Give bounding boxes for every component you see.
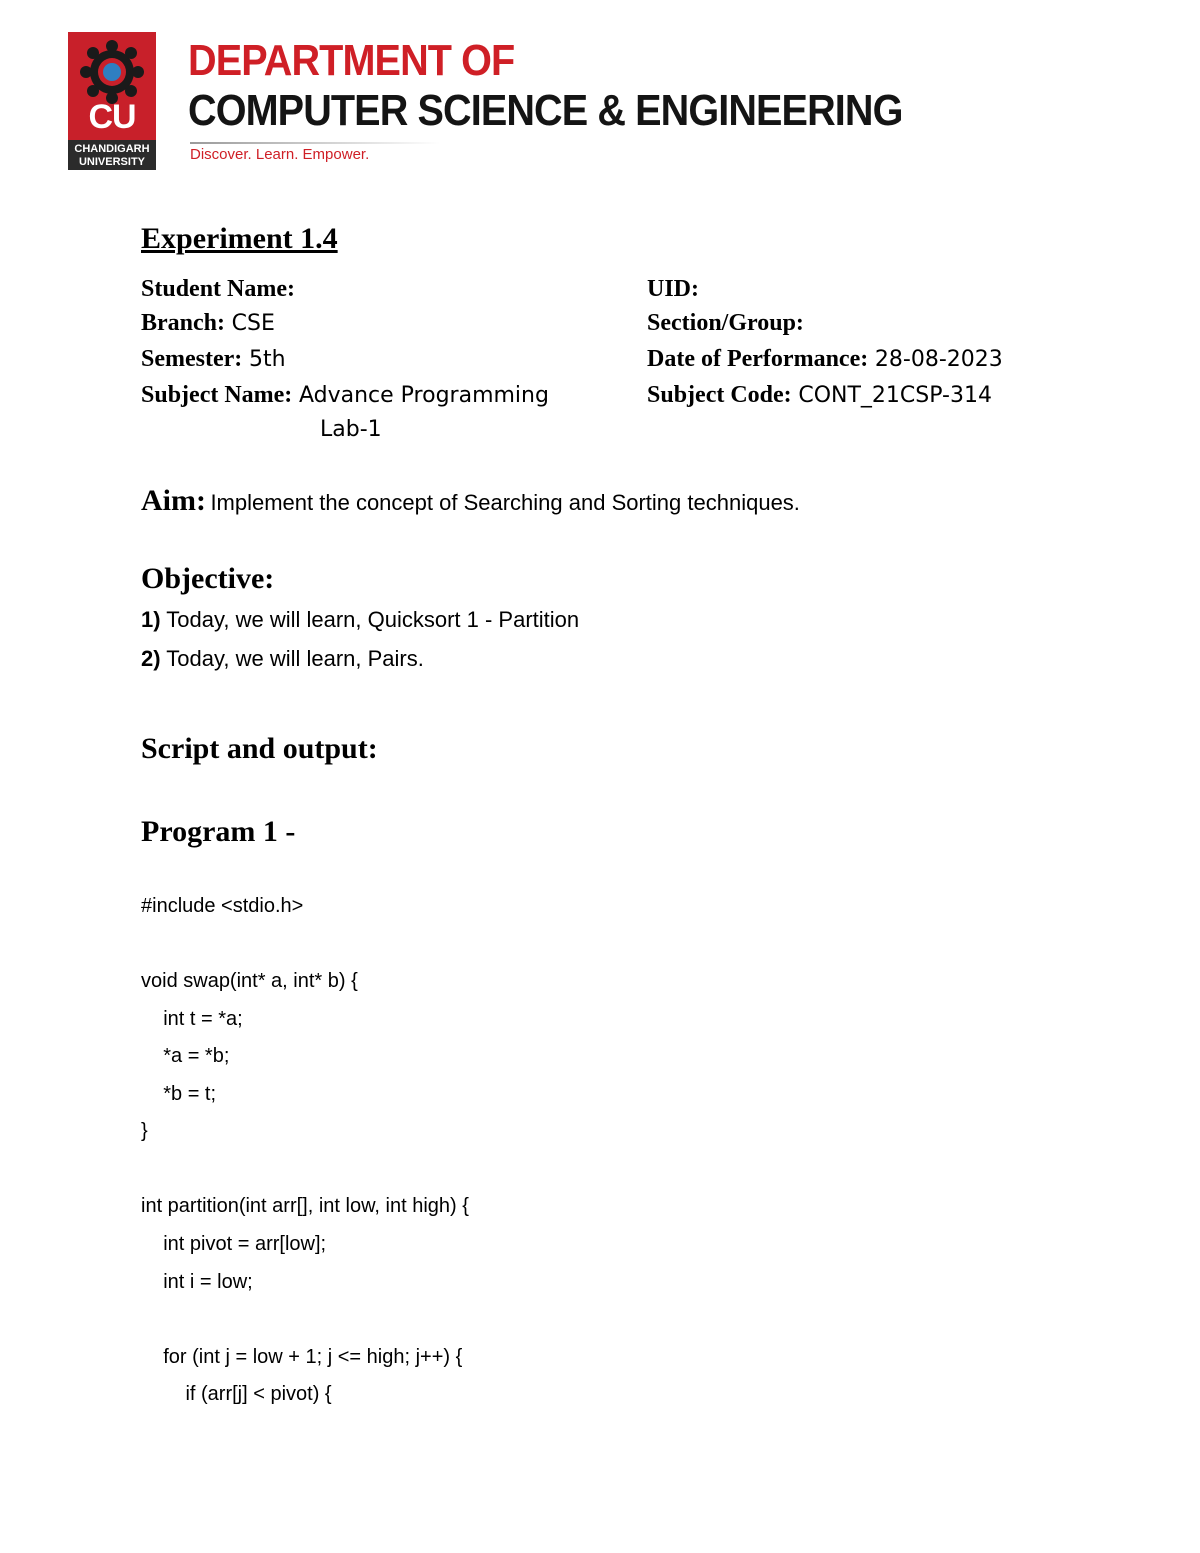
section-row [647,308,804,339]
code-line: *b = t; [141,1083,217,1105]
student-name-label: Student Name: [141,276,295,302]
subject-name-value: Advance Programming [298,383,549,408]
objective-item-text: Today, we will learn, Pairs. [166,646,424,671]
branch-row [141,308,275,339]
branch-value: CSE [231,311,275,336]
uid-row [647,274,699,305]
date-label: Date of Performance: [647,346,869,372]
semester-label: Semester: [141,346,243,372]
code-line: int i = low; [141,1271,253,1293]
tagline-divider [190,142,440,144]
tagline: Discover. Learn. Empower. [190,146,370,163]
code-line: #include <stdio.h> [141,895,304,917]
uid-label: UID: [647,276,699,302]
objective-item [141,607,579,633]
logo-cu-text: CU [88,98,136,136]
objective-item [141,646,424,672]
program-heading: Program 1 - [141,815,296,848]
subject-name-row [141,380,549,411]
objective-item-number: 2) [141,646,161,671]
branch-label: Branch: [141,310,225,336]
objective-heading: Objective: [141,562,275,595]
code-line: for (int j = low + 1; j <= high; j++) { [141,1346,463,1368]
subject-name-value-line2: Lab-1 [320,417,382,442]
semester-row [141,344,286,375]
code-line: if (arr[j] < pivot) { [141,1383,332,1405]
objective-item-text: Today, we will learn, Quicksort 1 - Partition [166,607,580,632]
date-value: 28-08-2023 [874,347,1003,372]
department-title-line2: COMPUTER SCIENCE & ENGINEERING [188,86,903,135]
subject-code-row [647,380,992,411]
logo-university-label [68,140,156,170]
department-title-line1: DEPARTMENT OF [188,36,515,85]
code-line: *a = *b; [141,1045,230,1067]
code-line: int partition(int arr[], int low, int high) { [141,1195,469,1217]
emblem-icon [78,38,146,106]
university-logo [68,32,156,170]
objective-item-number: 1) [141,607,161,632]
code-line: } [141,1120,148,1142]
code-line: int t = *a; [141,1008,243,1030]
experiment-title: Experiment 1.4 [141,222,338,255]
subject-name-label: Subject Name: [141,382,293,408]
student-name-row [141,274,295,305]
section-label: Section/Group: [647,310,804,336]
code-line: void swap(int* a, int* b) { [141,970,358,992]
aim-section [141,484,800,518]
logo-subtext-line2: UNIVERSITY [78,156,145,168]
subject-code-label: Subject Code: [647,382,792,408]
subject-code-value: CONT_21CSP-314 [798,383,992,408]
script-output-heading: Script and output: [141,732,378,765]
subject-name-continuation [320,414,382,445]
date-row [647,344,1003,375]
aim-text: Implement the concept of Searching and Sorting techniques. [210,490,800,515]
code-line: int pivot = arr[low]; [141,1233,327,1255]
aim-label: Aim: [141,484,206,517]
semester-value: 5th [248,347,286,372]
logo-subtext-line1: CHANDIGARH [74,143,150,155]
